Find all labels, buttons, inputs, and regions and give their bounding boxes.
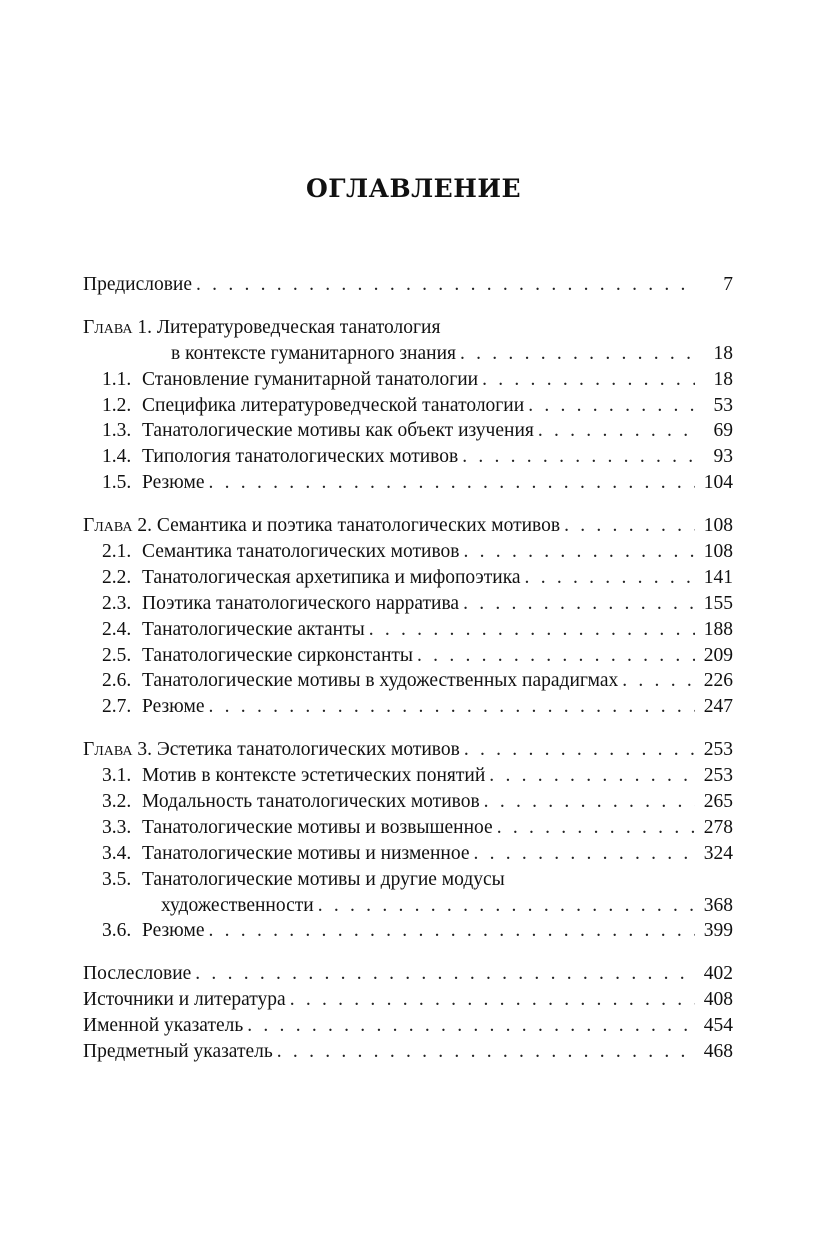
toc-entry-label: Танатологические актанты bbox=[142, 618, 365, 640]
chapter-number: 2. bbox=[137, 515, 152, 537]
toc-page-number: 188 bbox=[703, 618, 733, 640]
dot-leader bbox=[195, 961, 695, 987]
toc-page-number: 108 bbox=[703, 515, 733, 537]
toc-page-number: 402 bbox=[703, 963, 733, 985]
dot-leader bbox=[247, 1013, 695, 1039]
dot-leader bbox=[473, 841, 695, 867]
section-number: 1.1. bbox=[102, 368, 132, 390]
toc-entry-3-5-cont[interactable] bbox=[83, 893, 733, 919]
dot-leader bbox=[290, 987, 695, 1013]
dot-leader bbox=[489, 763, 695, 789]
toc-page-number: 53 bbox=[713, 394, 733, 416]
toc-entry-3-6[interactable] bbox=[83, 918, 733, 944]
section-number: 1.2. bbox=[102, 394, 132, 416]
toc-page-number: 265 bbox=[703, 791, 733, 813]
toc-entry-label: Танатологические мотивы и низменное bbox=[142, 842, 470, 864]
toc-entry-2-3[interactable] bbox=[83, 591, 733, 617]
toc-page-number: 408 bbox=[703, 989, 733, 1011]
toc-entry-label: Предисловие bbox=[83, 274, 193, 295]
toc-entry-label: Мотив в контексте эстетических понятий bbox=[142, 765, 486, 787]
toc-page-number: 104 bbox=[703, 472, 733, 494]
toc-entry-preface[interactable] bbox=[83, 272, 733, 298]
toc-page-number: 368 bbox=[703, 894, 733, 916]
dot-leader bbox=[525, 565, 695, 591]
toc-entry-label: Резюме bbox=[142, 696, 205, 718]
toc-page-number: 93 bbox=[713, 446, 733, 468]
toc-entry-afterword[interactable] bbox=[83, 961, 733, 987]
toc-entry-label: Специфика литературоведческой танатологии bbox=[142, 394, 525, 416]
toc-entry-label: Поэтика танатологического нарратива bbox=[142, 592, 460, 614]
chapter-3-group bbox=[83, 737, 733, 944]
chapter-word: Глава bbox=[83, 316, 133, 338]
section-number: 1.3. bbox=[102, 420, 132, 442]
chapter-1-group bbox=[83, 315, 733, 496]
toc-entry-subject-index[interactable] bbox=[83, 1039, 733, 1065]
section-number: 2.4. bbox=[102, 618, 132, 640]
toc-entry-label: Становление гуманитарной танатологии bbox=[142, 368, 479, 390]
toc-entry-1-3[interactable] bbox=[83, 418, 733, 444]
section-number: 3.3. bbox=[102, 816, 132, 838]
toc-entry-1-5[interactable] bbox=[83, 470, 733, 496]
chapter-2-group bbox=[83, 513, 733, 720]
toc-entry-1-1[interactable] bbox=[83, 367, 733, 393]
dot-leader bbox=[369, 617, 695, 643]
toc-page-number: 7 bbox=[723, 274, 733, 295]
toc-entry-label: Резюме bbox=[142, 920, 205, 942]
dot-leader bbox=[463, 591, 695, 617]
dot-leader bbox=[464, 539, 696, 565]
toc-entry-3-1[interactable] bbox=[83, 763, 733, 789]
dot-leader bbox=[622, 668, 695, 694]
dot-leader bbox=[538, 418, 695, 444]
toc-entry-name-index[interactable] bbox=[83, 1013, 733, 1039]
toc-page-number: 69 bbox=[713, 420, 733, 442]
toc-page-number: 141 bbox=[703, 566, 733, 588]
toc-chapter-3-heading[interactable] bbox=[83, 737, 733, 763]
toc-entry-2-1[interactable] bbox=[83, 539, 733, 565]
back-matter-group bbox=[83, 961, 733, 1065]
toc-entry-sources[interactable] bbox=[83, 987, 733, 1013]
dot-leader bbox=[497, 815, 695, 841]
section-number: 2.1. bbox=[102, 541, 132, 563]
section-number: 1.5. bbox=[102, 472, 132, 494]
toc-entry-2-6[interactable] bbox=[83, 668, 733, 694]
toc-page-number: 454 bbox=[703, 1015, 733, 1037]
dot-leader bbox=[482, 367, 695, 393]
toc-entry-label: Предметный указатель bbox=[83, 1041, 273, 1063]
chapter-title-line-1: Семантика и поэтика танатологических мотивов bbox=[156, 515, 561, 537]
dot-leader bbox=[564, 513, 695, 539]
toc-chapter-2-heading[interactable] bbox=[83, 513, 733, 539]
toc-page-number: 226 bbox=[703, 670, 733, 692]
chapter-lead bbox=[83, 513, 560, 539]
chapter-word: Глава bbox=[83, 515, 133, 537]
dot-leader bbox=[209, 694, 696, 720]
toc-page-number: 468 bbox=[703, 1041, 733, 1063]
preface-group bbox=[83, 272, 733, 298]
dot-leader bbox=[318, 893, 695, 919]
toc-entry-label: Модальность танатологических мотивов bbox=[142, 791, 480, 813]
toc-page-number: 18 bbox=[713, 368, 733, 390]
chapter-number: 1. bbox=[137, 316, 152, 338]
toc-page-number: 253 bbox=[703, 739, 733, 761]
toc-page-number: 18 bbox=[713, 342, 733, 364]
toc-entry-1-2[interactable] bbox=[83, 393, 733, 419]
toc-entry-label: Семантика танатологических мотивов bbox=[142, 541, 460, 563]
dot-leader bbox=[196, 272, 695, 298]
toc-entry-label: Послесловие bbox=[83, 963, 192, 985]
toc-page-number: 278 bbox=[703, 816, 733, 838]
page-title: ОГЛАВЛЕНИЕ bbox=[305, 174, 522, 203]
toc-entry-label: Танатологические мотивы и другие модусы bbox=[142, 868, 505, 890]
chapter-number: 3. bbox=[137, 739, 152, 761]
toc-entry-label: Типология танатологических мотивов bbox=[142, 446, 459, 468]
toc-entry-label: Именной указатель bbox=[83, 1015, 244, 1037]
section-number: 2.7. bbox=[102, 696, 132, 718]
toc-entry-2-7[interactable] bbox=[83, 694, 733, 720]
toc-entry-1-4[interactable] bbox=[83, 444, 733, 470]
toc-entry-label: Танатологические сирконстанты bbox=[142, 644, 414, 666]
toc-entry-label: Танатологические мотивы и возвышенное bbox=[142, 816, 493, 838]
toc-page-number: 155 bbox=[703, 592, 733, 614]
dot-leader bbox=[464, 737, 695, 763]
toc-entry-label: Танатологические мотивы в художественных парадигмах bbox=[142, 670, 619, 692]
section-number: 3.1. bbox=[102, 765, 132, 787]
toc-page-number: 247 bbox=[703, 696, 733, 718]
dot-leader bbox=[417, 643, 695, 669]
toc-chapter-1-heading-cont[interactable] bbox=[83, 341, 733, 367]
chapter-word: Глава bbox=[83, 739, 133, 761]
dot-leader bbox=[209, 918, 696, 944]
section-number: 2.3. bbox=[102, 592, 132, 614]
toc-chapter-1-heading[interactable] bbox=[83, 315, 733, 341]
chapter-lead bbox=[83, 315, 440, 341]
toc-entry-label: Танатологические мотивы как объект изучения bbox=[142, 420, 534, 442]
dot-leader bbox=[484, 789, 695, 815]
section-number: 1.4. bbox=[102, 446, 132, 468]
table-of-contents bbox=[83, 272, 733, 1082]
toc-entry-2-2[interactable] bbox=[83, 565, 733, 591]
toc-entry-3-4[interactable] bbox=[83, 841, 733, 867]
dot-leader bbox=[462, 444, 695, 470]
toc-entry-label-cont: художественности bbox=[161, 894, 314, 916]
dot-leader bbox=[277, 1039, 695, 1065]
chapter-title-line-2: в контексте гуманитарного знания bbox=[171, 342, 456, 364]
dot-leader bbox=[528, 393, 695, 419]
section-number: 3.4. bbox=[102, 842, 132, 864]
section-number: 2.6. bbox=[102, 670, 132, 692]
chapter-title-line-1: Эстетика танатологических мотивов bbox=[156, 739, 460, 761]
section-number: 2.5. bbox=[102, 644, 132, 666]
dot-leader bbox=[209, 470, 696, 496]
toc-page-number: 324 bbox=[703, 842, 733, 864]
toc-entry-2-5[interactable] bbox=[83, 643, 733, 669]
toc-entry-label: Источники и литература bbox=[83, 989, 286, 1011]
toc-entry-3-2[interactable] bbox=[83, 789, 733, 815]
toc-entry-3-3[interactable] bbox=[83, 815, 733, 841]
chapter-title-line-1: Литературоведческая танатология bbox=[156, 316, 441, 338]
toc-entry-3-5[interactable] bbox=[83, 867, 733, 893]
section-number: 2.2. bbox=[102, 566, 132, 588]
toc-entry-2-4[interactable] bbox=[83, 617, 733, 643]
dot-leader bbox=[460, 341, 695, 367]
toc-page-number: 253 bbox=[703, 765, 733, 787]
toc-entry-label: Резюме bbox=[142, 472, 205, 494]
toc-entry-label: Танатологическая архетипика и мифопоэтика bbox=[142, 566, 521, 588]
toc-page-number: 209 bbox=[703, 644, 733, 666]
section-number: 3.5. bbox=[102, 868, 132, 890]
toc-page-number: 108 bbox=[703, 541, 733, 563]
section-number: 3.2. bbox=[102, 791, 132, 813]
section-number: 3.6. bbox=[102, 920, 132, 942]
chapter-lead bbox=[83, 737, 460, 763]
toc-page-number: 399 bbox=[703, 920, 733, 942]
